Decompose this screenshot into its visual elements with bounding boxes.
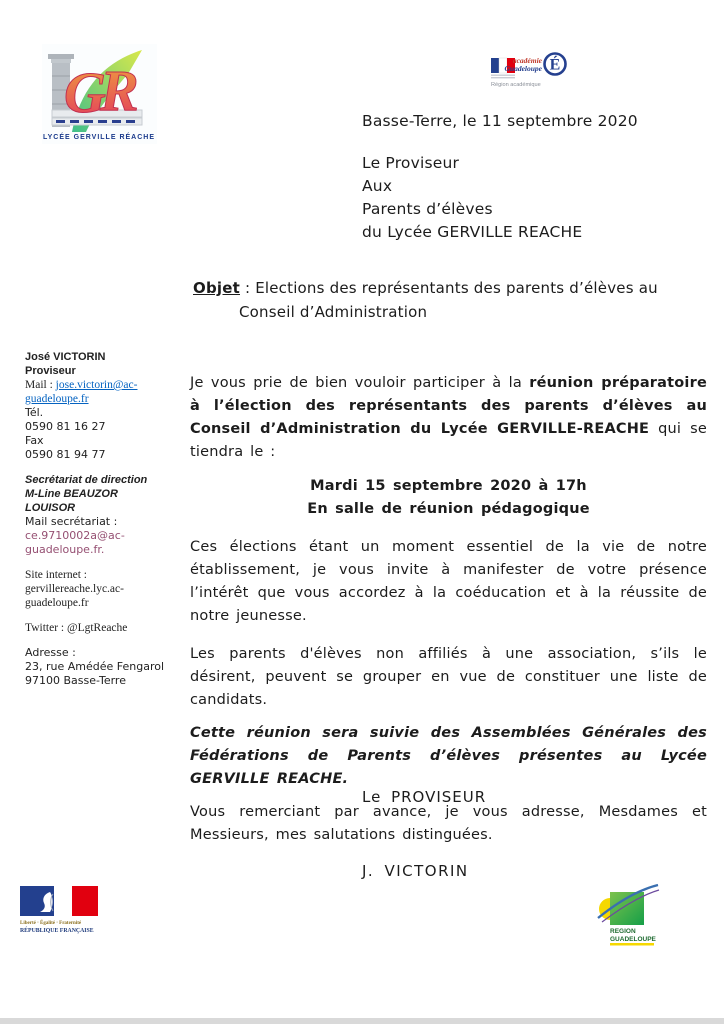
- fax-number: 0590 81 94 77: [25, 448, 106, 461]
- school-name: LYCÉE GERVILLE RÉACHE: [42, 134, 156, 141]
- subject-line1: Elections des représentants des parents d’élèves au: [255, 279, 658, 297]
- paragraph-invitation-bold: réunion préparatoire à l’élection des représentants des parents d’élèves au Conseil d’Administration du Lycée GERVILLE-REACHE: [190, 375, 707, 437]
- signature-title: Le PROVISEUR: [362, 788, 487, 806]
- region-name-line1: REGION: [610, 928, 636, 935]
- recipient-line: du Lycée GERVILLE REACHE: [362, 223, 583, 241]
- paragraph-invitation: Je vous prie de bien vouloir participer à la réunion préparatoire à l’élection des représentants des parents d’élèves au Conseil d’Administration du Lycée GERVILLE-REACHE qui se tiendra le :: [190, 375, 707, 460]
- school-initial-r: R: [100, 58, 139, 123]
- recipient-line: Le Proviseur: [362, 154, 460, 172]
- republique-francaise-logo: [20, 886, 98, 936]
- mail-label: Mail :: [25, 379, 56, 391]
- svg-text:É: É: [549, 56, 561, 74]
- meeting-datetime: Mardi 15 septembre 2020 à 17h En salle de réunion pédagogique: [307, 478, 590, 517]
- academy-sublabel: Région académique: [491, 82, 541, 88]
- scan-edge-strip: [0, 1018, 724, 1024]
- letter-body: [190, 372, 707, 847]
- paragraph-closing: Vous remerciant par avance, je vous adresse, Mesdames et Messieurs, mes salutations distinguées.: [190, 804, 707, 843]
- recipient-line: Parents d’élèves: [362, 200, 493, 218]
- principal-mail-link[interactable]: jose.victorin@ac-guadeloupe.fr: [25, 379, 138, 405]
- secretariat-name: M-Line BEAUZOR LOUISOR: [25, 488, 118, 514]
- site-label: Site internet :: [25, 569, 87, 581]
- twitter-handle: Twitter : @LgtReache: [25, 622, 128, 634]
- svg-text:académie: académie: [512, 56, 542, 65]
- tel-number: 0590 81 16 27: [25, 420, 106, 433]
- site-url: gervillereache.lyc.ac-guadeloupe.fr: [25, 583, 124, 609]
- paragraph-assemblies: Cette réunion sera suivie des Assemblées Générales des Fédérations de Parents d’élèves présentes au Lycée GERVILLE REACHE.: [190, 725, 707, 787]
- subject-line2: Conseil d’Administration: [239, 303, 428, 321]
- subject-label: Objet: [193, 279, 240, 297]
- republic-name: RÉPUBLIQUE FRANÇAISE: [20, 928, 94, 934]
- paragraph-candidates: Les parents d'élèves non affiliés à une association, s’ils le désirent, peuvent se grouper en vue de constituer une liste de candidats.: [190, 646, 707, 708]
- region-name-line2: GUADELOUPE: [610, 936, 656, 943]
- signature-name: J. VICTORIN: [362, 862, 469, 880]
- region-guadeloupe-logo: [596, 882, 660, 946]
- address-line2: 97100 Basse-Terre: [25, 674, 126, 687]
- school-initial-g: G: [64, 60, 106, 125]
- subject-separator: :: [239, 279, 256, 297]
- recipient-line: Aux: [362, 177, 393, 195]
- subject-block: [193, 276, 673, 324]
- contact-sidebar: [25, 350, 167, 688]
- address-label: Adresse :: [25, 646, 76, 659]
- school-logo: [42, 44, 157, 144]
- secretariat-mail-label: Mail secrétariat :: [25, 515, 118, 528]
- republic-motto: Liberté · Égalité · Fraternité: [20, 921, 82, 926]
- meeting-location: En salle de réunion pédagogique: [307, 501, 590, 517]
- tel-label: Tél.: [25, 406, 44, 419]
- principal-name: José VICTORIN: [25, 351, 106, 363]
- fax-label: Fax: [25, 434, 44, 447]
- secretariat-mail-link[interactable]: ce.9710002a@ac-guadeloupe.fr.: [25, 529, 125, 556]
- principal-mail-line: [25, 378, 167, 406]
- academy-logo: [486, 49, 572, 89]
- address-line1: 23, rue Amédée Fengarol: [25, 660, 165, 673]
- secretariat-title: Secrétariat de direction: [25, 474, 148, 486]
- principal-role: Proviseur: [25, 365, 76, 377]
- date-line: Basse-Terre, le 11 septembre 2020: [362, 112, 638, 130]
- education-nationale-icon: [545, 54, 566, 75]
- paragraph-importance: Ces élections étant un moment essentiel de la vie de notre établissement, je vous invite à manifester de votre présence l’intérêt que vous accordez à la coéducation et à la réussite de notre jeunesse.: [190, 539, 707, 624]
- svg-text:Guadeloupe: Guadeloupe: [504, 64, 542, 73]
- recipient-block: [362, 152, 582, 244]
